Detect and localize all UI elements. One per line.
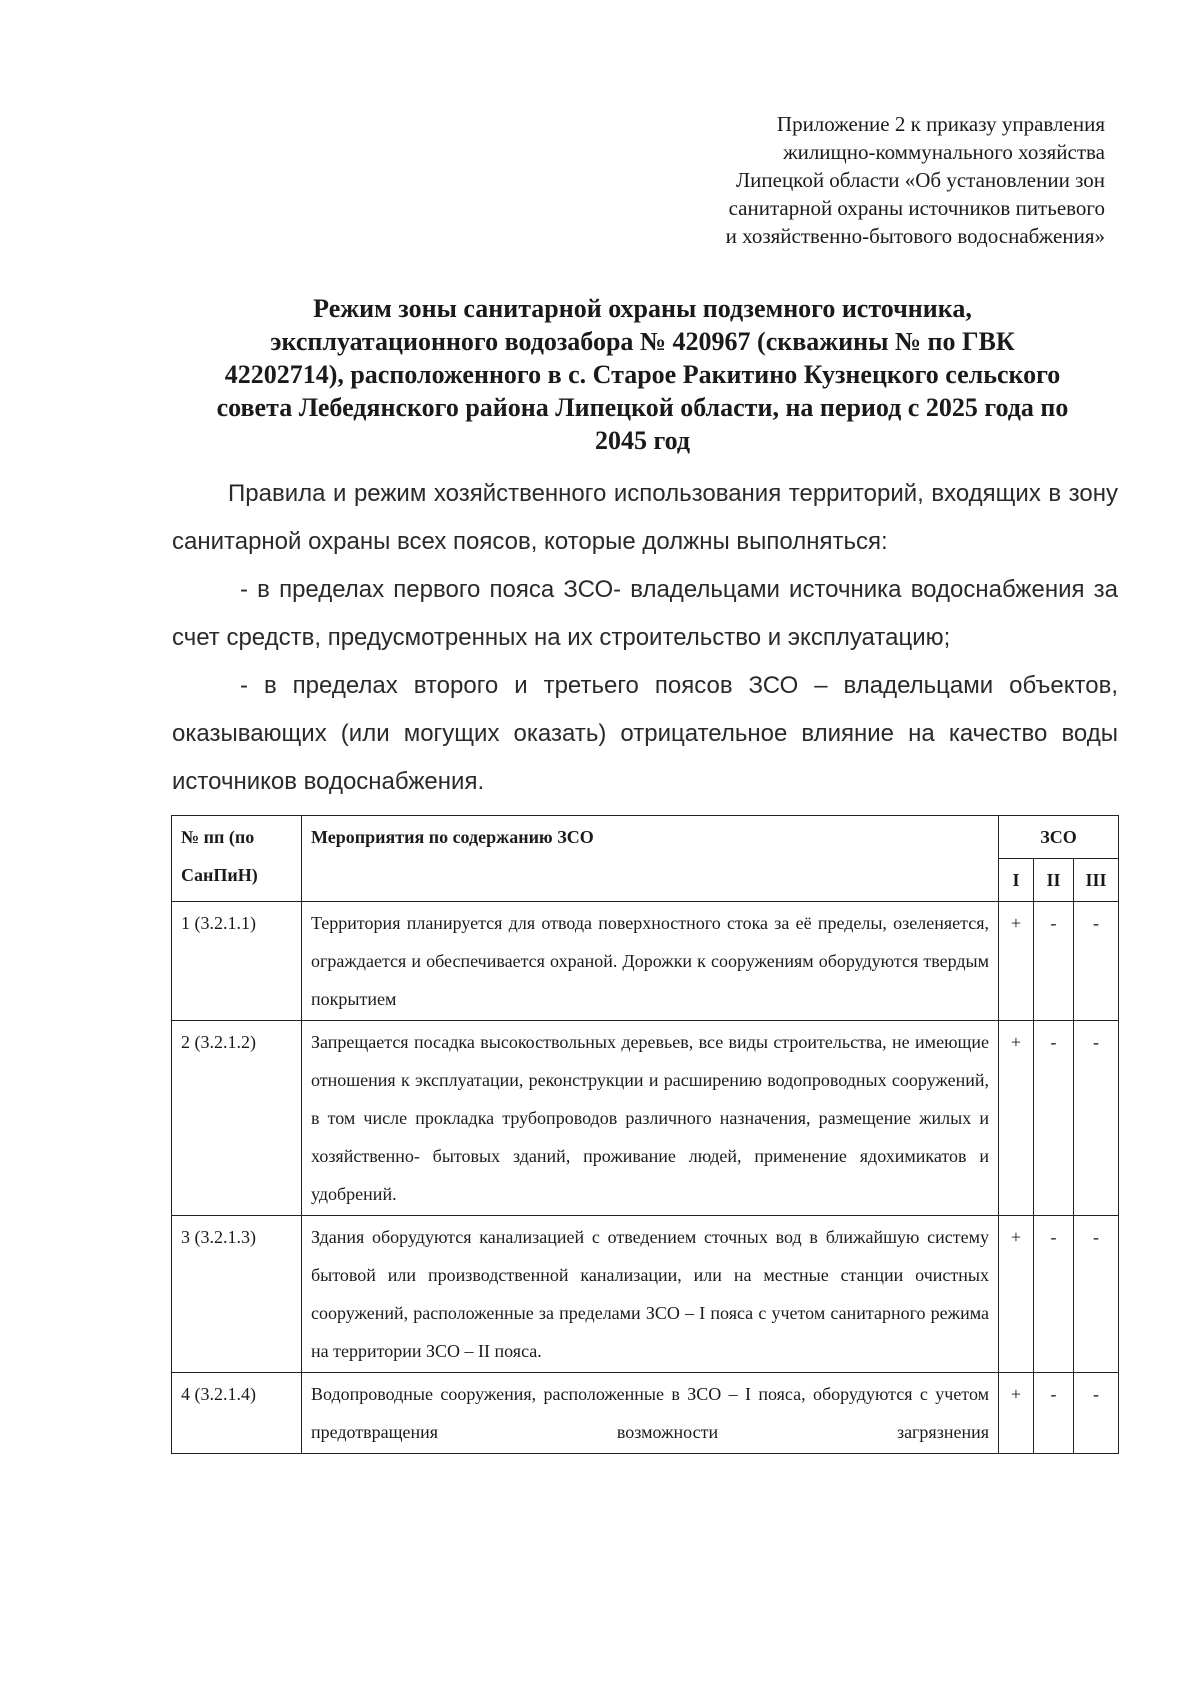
row-zone-2-mark: - <box>1034 1216 1074 1373</box>
intro-text <box>172 470 1118 806</box>
row-zone-2-mark: - <box>1034 1373 1074 1454</box>
row-zone-1-mark: + <box>999 1373 1034 1454</box>
intro-paragraph-rules: Правила и режим хозяйственного использования территорий, входящих в зону санитарной охраны всех поясов, которые должны выполняться: <box>172 480 1118 555</box>
title-line: 42202714), расположенного в с. Старое Ракитино Кузнецкого сельского <box>224 360 1061 389</box>
header-zone-1: I <box>999 859 1034 902</box>
row-measure: Территория планируется для отвода поверхностного стока за её пределы, озеленяется, ограждается и обеспечивается охраной. Дорожки к сооружениям оборудуются твердым покрытием <box>302 902 999 1021</box>
row-zone-3-mark: - <box>1074 1216 1119 1373</box>
header-zone-2: II <box>1034 859 1074 902</box>
header-zso: ЗСО <box>999 816 1119 859</box>
intro-paragraph-first-belt: - в пределах первого пояса ЗСО- владельцами источника водоснабжения за счет средств, предусмотренных на их строительство и эксплуатацию; <box>172 576 1118 651</box>
row-zone-2-mark: - <box>1034 1021 1074 1216</box>
appendix-line: Липецкой области «Об установлении зон <box>735 168 1105 192</box>
header-measures: Мероприятия по содержанию ЗСО <box>302 816 999 902</box>
row-zone-1-mark: + <box>999 1216 1034 1373</box>
row-measure: Здания оборудуются канализацией с отведением сточных вод в ближайшую систему бытовой или производственной канализации, или на местные станции очистных сооружений, расположенные за пределами ЗСО – I пояса с учетом санитарного режима на территории ЗСО – II пояса. <box>302 1216 999 1373</box>
header-zone-3: III <box>1074 859 1119 902</box>
row-zone-1-mark: + <box>999 902 1034 1021</box>
title-line: 2045 год <box>594 426 691 455</box>
row-number: 4 (3.2.1.4) <box>172 1373 302 1454</box>
table-row <box>172 902 1119 1021</box>
row-number: 1 (3.2.1.1) <box>172 902 302 1021</box>
appendix-line: и хозяйственно-бытового водоснабжения» <box>725 224 1105 248</box>
row-zone-3-mark: - <box>1074 1373 1119 1454</box>
row-zone-2-mark: - <box>1034 902 1074 1021</box>
row-zone-1-mark: + <box>999 1021 1034 1216</box>
row-zone-3-mark: - <box>1074 1021 1119 1216</box>
table-row <box>172 1373 1119 1454</box>
table-row <box>172 1216 1119 1373</box>
document-title <box>170 292 1115 457</box>
table-header-row <box>172 816 1119 859</box>
title-line: совета Лебедянского района Липецкой области, на период с 2025 года по <box>216 393 1069 422</box>
row-number: 2 (3.2.1.2) <box>172 1021 302 1216</box>
intro-paragraph-second-third-belt: - в пределах второго и третьего поясов ЗСО – владельцами объектов, оказывающих (или могущих оказать) отрицательное влияние на качество воды источников водоснабжения. <box>172 672 1118 795</box>
row-number: 3 (3.2.1.3) <box>172 1216 302 1373</box>
header-number: № пп (по СанПиН) <box>172 816 302 902</box>
appendix-line: жилищно-коммунального хозяйства <box>783 140 1105 164</box>
title-line: Режим зоны санитарной охраны подземного источника, <box>313 294 972 323</box>
row-measure: Запрещается посадка высокоствольных деревьев, все виды строительства, не имеющие отношения к эксплуатации, реконструкции и расширению водопроводных сооружений, в том числе прокладка трубопроводов различного назначения, размещение жилых и хозяйственно- бытовых зданий, проживание людей, применение ядохимикатов и удобрений. <box>302 1021 999 1216</box>
row-measure: Водопроводные сооружения, расположенные в ЗСО – I пояса, оборудуются с учетом предотвращения возможности загрязнения <box>302 1373 999 1454</box>
row-zone-3-mark: - <box>1074 902 1119 1021</box>
measures-table <box>171 815 1119 1454</box>
table-row <box>172 1021 1119 1216</box>
appendix-note <box>560 110 1105 250</box>
title-line: эксплуатационного водозабора № 420967 (скважины № по ГВК <box>270 327 1015 356</box>
appendix-line: Приложение 2 к приказу управления <box>776 112 1105 136</box>
appendix-line: санитарной охраны источников питьевого <box>728 196 1105 220</box>
